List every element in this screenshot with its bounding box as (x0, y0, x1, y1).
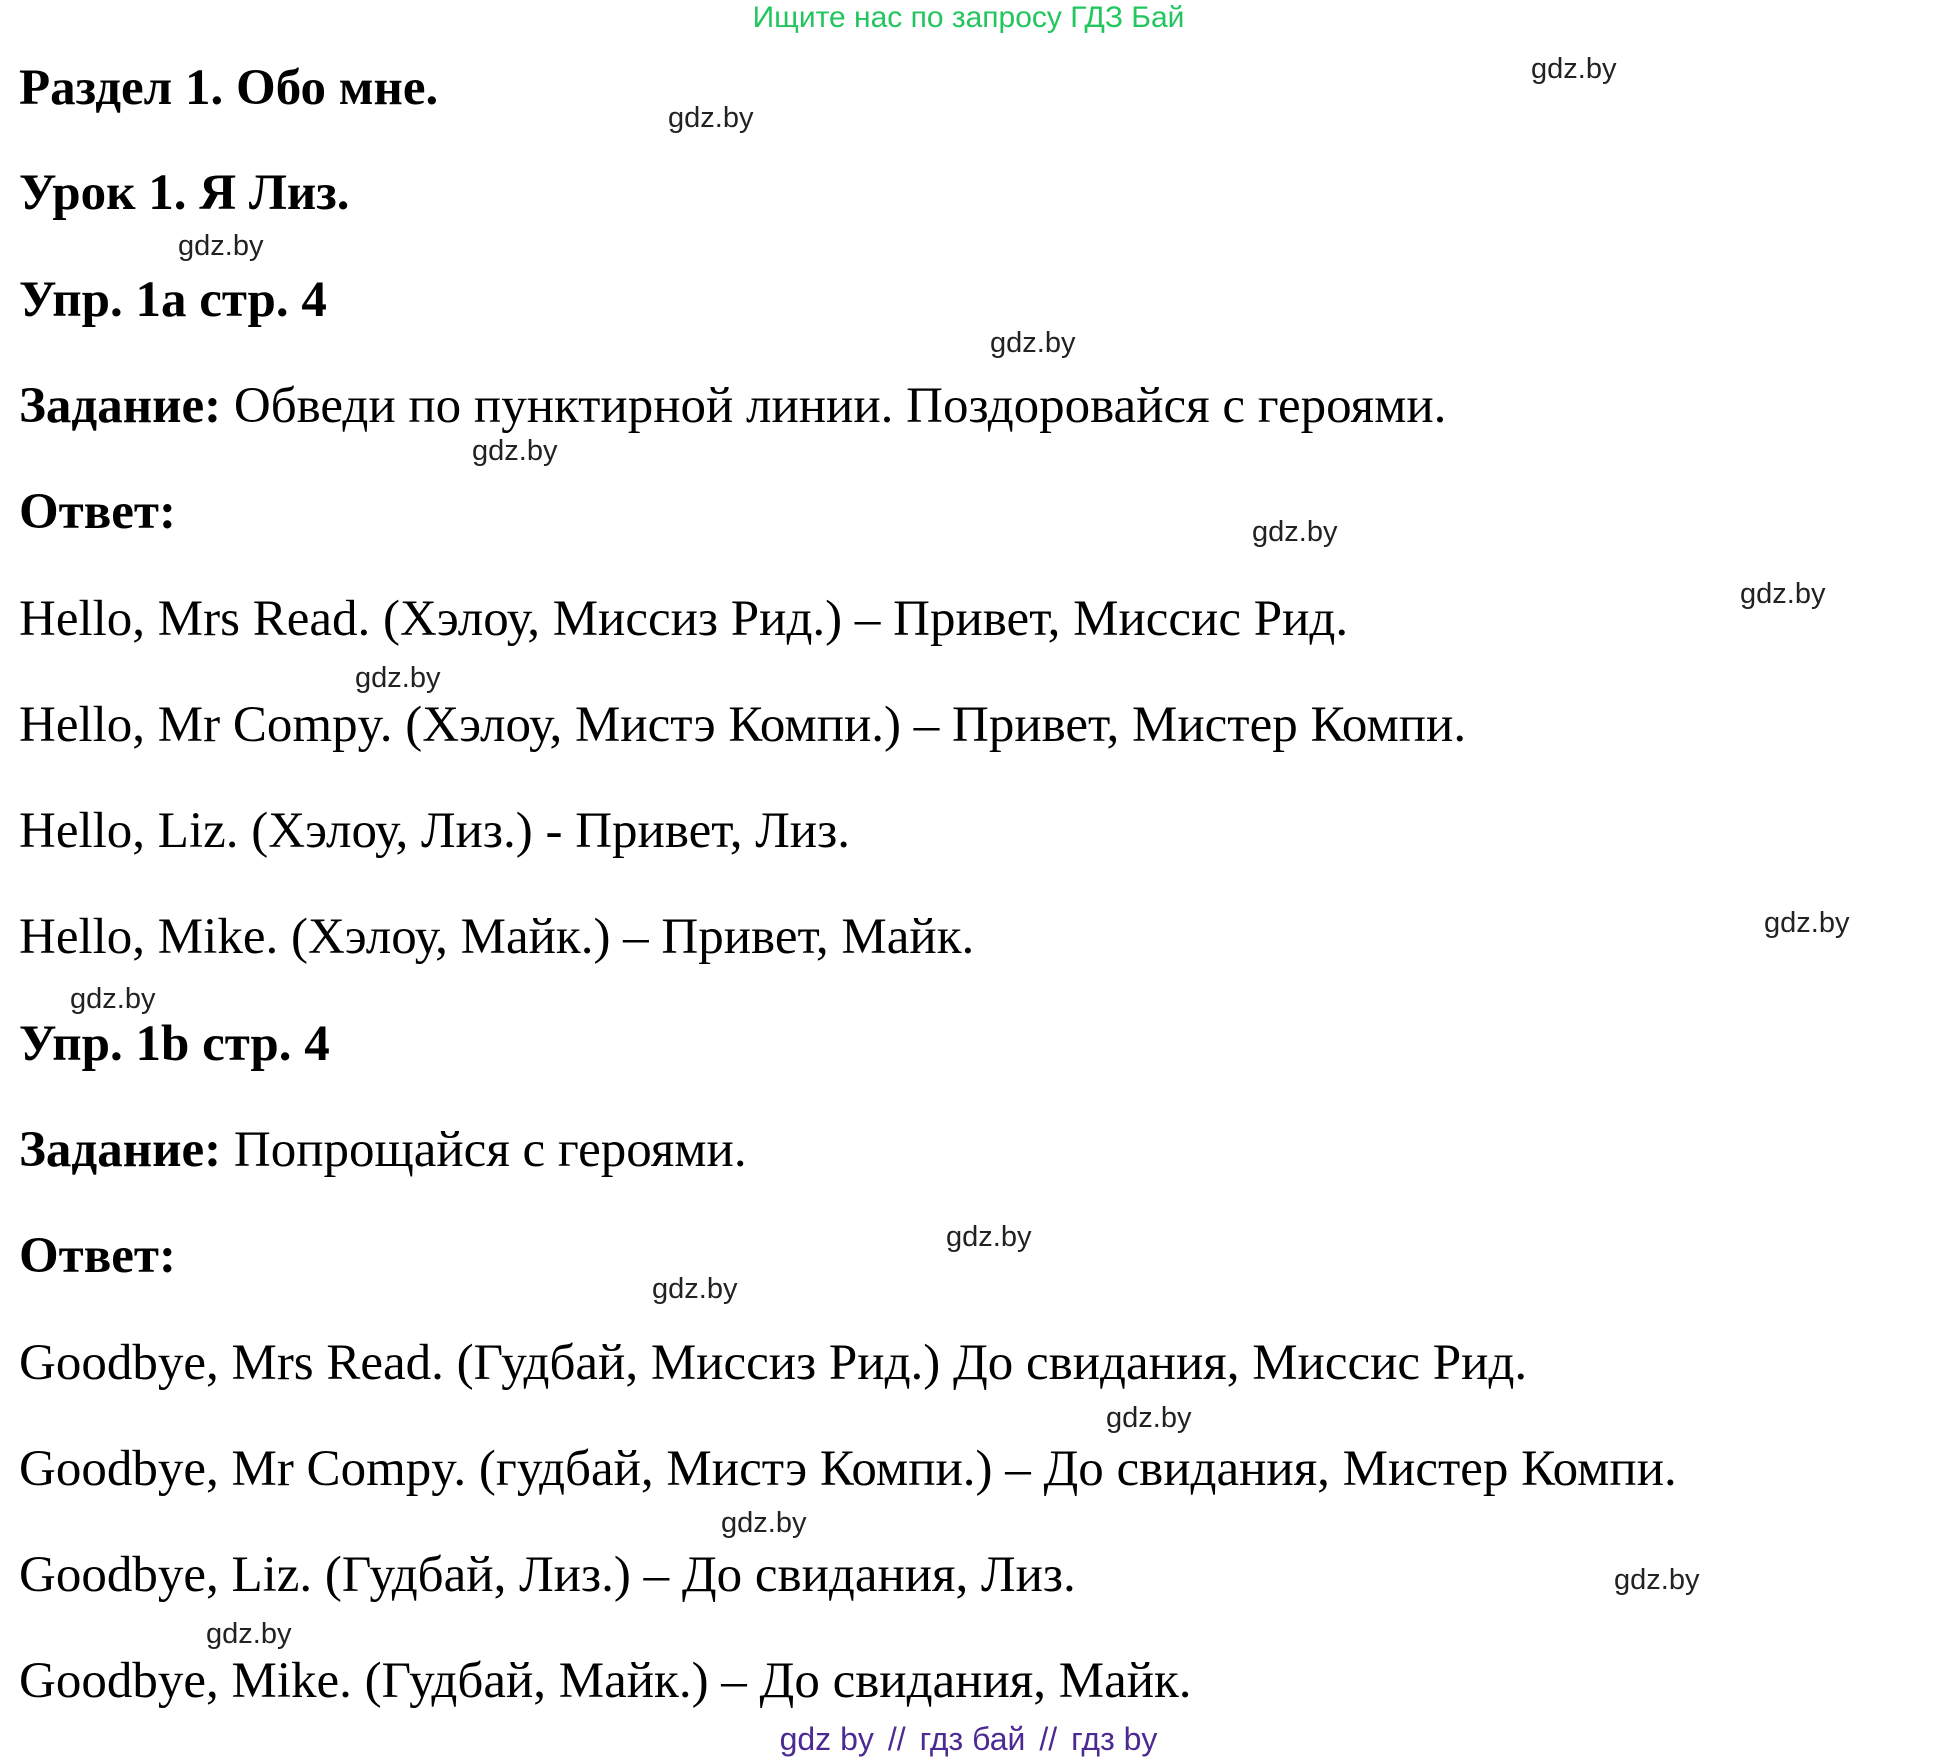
watermark: gdz.by (178, 230, 264, 262)
watermark: gdz.by (1764, 907, 1850, 939)
watermark: gdz.by (472, 435, 558, 467)
watermark: gdz.by (70, 983, 156, 1015)
footer-link[interactable]: гдз by (1071, 1721, 1158, 1757)
task-label: Задание: (19, 1122, 222, 1178)
exercise-1a-title: Упр. 1a стр. 4 (19, 272, 327, 328)
answer-line: Goodbye, Mrs Read. (Гудбай, Миссиз Рид.) До свидания, Миссис Рид. (19, 1335, 1528, 1391)
task-label: Задание: (19, 378, 222, 434)
watermark: gdz.by (1740, 578, 1826, 610)
footer-link[interactable]: гдз бай (919, 1721, 1026, 1757)
task-text: Обведи по пунктирной линии. Поздоровайся с героями. (221, 378, 1447, 434)
watermark: gdz.by (721, 1507, 807, 1539)
task-text: Попрощайся с героями. (221, 1122, 747, 1178)
exercise-1a-answer-label: Ответ: (19, 484, 176, 540)
watermark: gdz.by (668, 102, 754, 134)
watermark: gdz.by (1531, 53, 1617, 85)
footer-link[interactable]: gdz by (779, 1721, 874, 1757)
watermark: gdz.by (1614, 1564, 1700, 1596)
footer-links (0, 1720, 1937, 1758)
answer-line: Hello, Mr Compy. (Хэлоу, Мистэ Компи.) – Привет, Мистер Компи. (19, 697, 1467, 753)
answer-line: Goodbye, Mr Compy. (гудбай, Мистэ Компи.) – До свидания, Мистер Компи. (19, 1441, 1677, 1497)
watermark: gdz.by (355, 662, 441, 694)
exercise-1a-task (19, 376, 1446, 436)
watermark: gdz.by (946, 1221, 1032, 1253)
footer-separator: // (1039, 1721, 1058, 1757)
lesson-title: Урок 1. Я Лиз. (19, 165, 350, 221)
answer-line: Hello, Mike. (Хэлоу, Майк.) – Привет, Майк. (19, 909, 975, 965)
answer-line: Hello, Mrs Read. (Хэлоу, Миссиз Рид.) – Привет, Миссис Рид. (19, 591, 1349, 647)
watermark: gdz.by (1106, 1402, 1192, 1434)
section-title: Раздел 1. Обо мне. (19, 60, 439, 116)
watermark: gdz.by (206, 1618, 292, 1650)
watermark: gdz.by (652, 1273, 738, 1305)
top-search-note: Ищите нас по запросу ГДЗ Бай (752, 1, 1185, 34)
exercise-1b-task (19, 1120, 747, 1180)
footer-separator: // (887, 1721, 906, 1757)
watermark: gdz.by (990, 327, 1076, 359)
watermark: gdz.by (1252, 516, 1338, 548)
answer-line: Goodbye, Liz. (Гудбай, Лиз.) – До свидания, Лиз. (19, 1547, 1076, 1603)
exercise-1b-title: Упр. 1b стр. 4 (19, 1016, 330, 1072)
answer-line: Goodbye, Mike. (Гудбай, Майк.) – До свидания, Майк. (19, 1653, 1192, 1709)
exercise-1b-answer-label: Ответ: (19, 1228, 176, 1284)
answer-line: Hello, Liz. (Хэлоу, Лиз.) - Привет, Лиз. (19, 803, 850, 859)
